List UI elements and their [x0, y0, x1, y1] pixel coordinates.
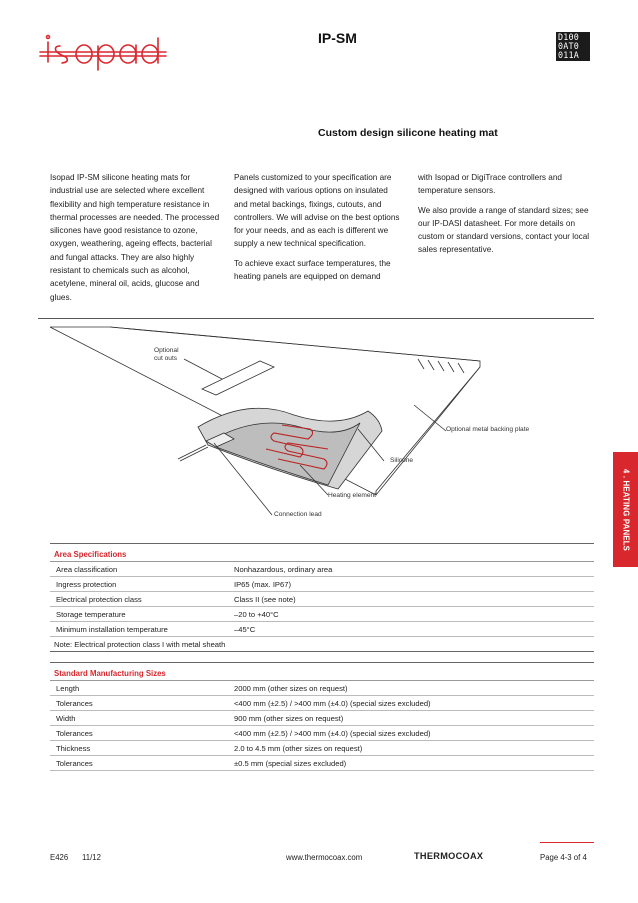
intro-paragraph: To achieve exact surface temperatures, the heating panels are equipped on demand — [234, 258, 391, 282]
table-row — [50, 696, 594, 711]
spec-value: ±0.5 mm (special sizes excluded) — [234, 758, 347, 768]
spec-key: Ingress protection — [56, 579, 117, 589]
spec-value: Nonhazardous, ordinary area — [234, 564, 333, 574]
footer-doc-code: E426 — [50, 853, 69, 862]
table-row — [50, 577, 594, 592]
spec-value: <400 mm (±2.5) / >400 mm (±4.0) (special sizes excluded) — [234, 728, 431, 738]
table-title: Standard Manufacturing Sizes — [50, 663, 594, 681]
callout-heating-element: Heating element — [328, 492, 377, 499]
footer-accent-line — [540, 842, 594, 843]
intro-paragraph: Panels customized to your specification are designed with various options on insulated and metal backings, fixings, cutouts, and controllers. We will advise on the best options for your needs, and as each is different we supply a new technical specification. — [234, 173, 400, 249]
code-line-1: D100 — [558, 32, 579, 42]
spec-value: 2000 mm (other sizes on request) — [234, 683, 348, 693]
code-line-2: 0AT0 — [558, 41, 579, 51]
spec-value: –45°C — [234, 624, 256, 634]
isopad-logo — [38, 32, 168, 72]
table-row — [50, 741, 594, 756]
spec-key: Electrical protection class — [56, 594, 142, 604]
spec-key: Tolerances — [56, 758, 93, 768]
svg-text:isopad: isopad — [38, 32, 41, 33]
area-specifications-table — [50, 543, 594, 652]
callout-silicone: Silicone — [390, 457, 414, 464]
spec-value: 2.0 to 4.5 mm (other sizes on request) — [234, 743, 363, 753]
table-row — [50, 711, 594, 726]
spec-key: Tolerances — [56, 698, 93, 708]
spec-key: Length — [56, 683, 80, 693]
callout-cutouts-line2: cut outs — [154, 355, 178, 362]
code-line-3: 011A — [558, 50, 579, 60]
table-row — [50, 592, 594, 607]
document-code-box — [556, 32, 590, 61]
callout-connection-lead: Connection lead — [274, 511, 322, 518]
table-note: Note: Electrical protection class I with metal sheath — [50, 637, 594, 652]
spec-key: Width — [56, 713, 76, 723]
table-row — [50, 622, 594, 637]
spec-key: Storage temperature — [56, 609, 126, 619]
intro-paragraph: We also provide a range of standard sizes; see our IP-DASI datasheet. For more details on custom or standard versions, contact your local sales representative. — [418, 205, 590, 255]
table-row — [50, 607, 594, 622]
spec-value: IP65 (max. IP67) — [234, 579, 291, 589]
table-title: Area Specifications — [50, 544, 594, 562]
intro-paragraph: Isopad IP-SM silicone heating mats for industrial use are selected where excellent flexibility and high temperature resistance in thermal processes are needed. The processed silicones have good resistance to ozone, oxygen, weathering, ageing effects, bacterial and fungal attacks. They are also highly resistant to chemicals such as alcohol, acetylene, mineral oil, acids, glucose and glues. — [50, 173, 220, 302]
intro-column-1 — [50, 171, 222, 304]
spec-key: Area classification — [56, 564, 118, 574]
intro-column-2 — [234, 171, 400, 283]
callout-backing-plate: Optional metal backing plate — [446, 426, 530, 433]
intro-paragraph: with Isopad or DigiTrace controllers and temperature sensors. — [418, 173, 562, 196]
spec-key: Minimum installation temperature — [56, 624, 168, 634]
product-title: IP-SM — [318, 30, 357, 46]
table-row — [50, 562, 594, 577]
callout-cutouts — [154, 347, 179, 363]
page-subtitle: Custom design silicone heating mat — [318, 127, 498, 139]
manufacturing-sizes-table — [50, 662, 594, 771]
table-row — [50, 681, 594, 696]
section-side-tab — [613, 452, 638, 567]
spec-value: Class II (see note) — [234, 594, 296, 604]
spec-value: 900 mm (other sizes on request) — [234, 713, 344, 723]
table-row — [50, 756, 594, 771]
table-row — [50, 726, 594, 741]
spec-key: Tolerances — [56, 728, 93, 738]
footer-page-number: Page 4-3 of 4 — [540, 853, 587, 862]
footer-url-link[interactable]: www.thermocoax.com — [286, 853, 363, 862]
callout-cutouts-line1: Optional — [154, 347, 179, 354]
spec-value: <400 mm (±2.5) / >400 mm (±4.0) (special sizes excluded) — [234, 698, 431, 708]
footer-brand: THERMOCOAX — [414, 851, 484, 861]
spec-key: Thickness — [56, 743, 91, 753]
section-side-tab-label: 4 . HEATING PANELS — [621, 468, 630, 551]
heating-mat-illustration — [38, 318, 594, 540]
spec-value: –20 to +40°C — [234, 609, 279, 619]
footer-date: 11/12 — [82, 853, 101, 862]
intro-column-3 — [418, 171, 594, 257]
